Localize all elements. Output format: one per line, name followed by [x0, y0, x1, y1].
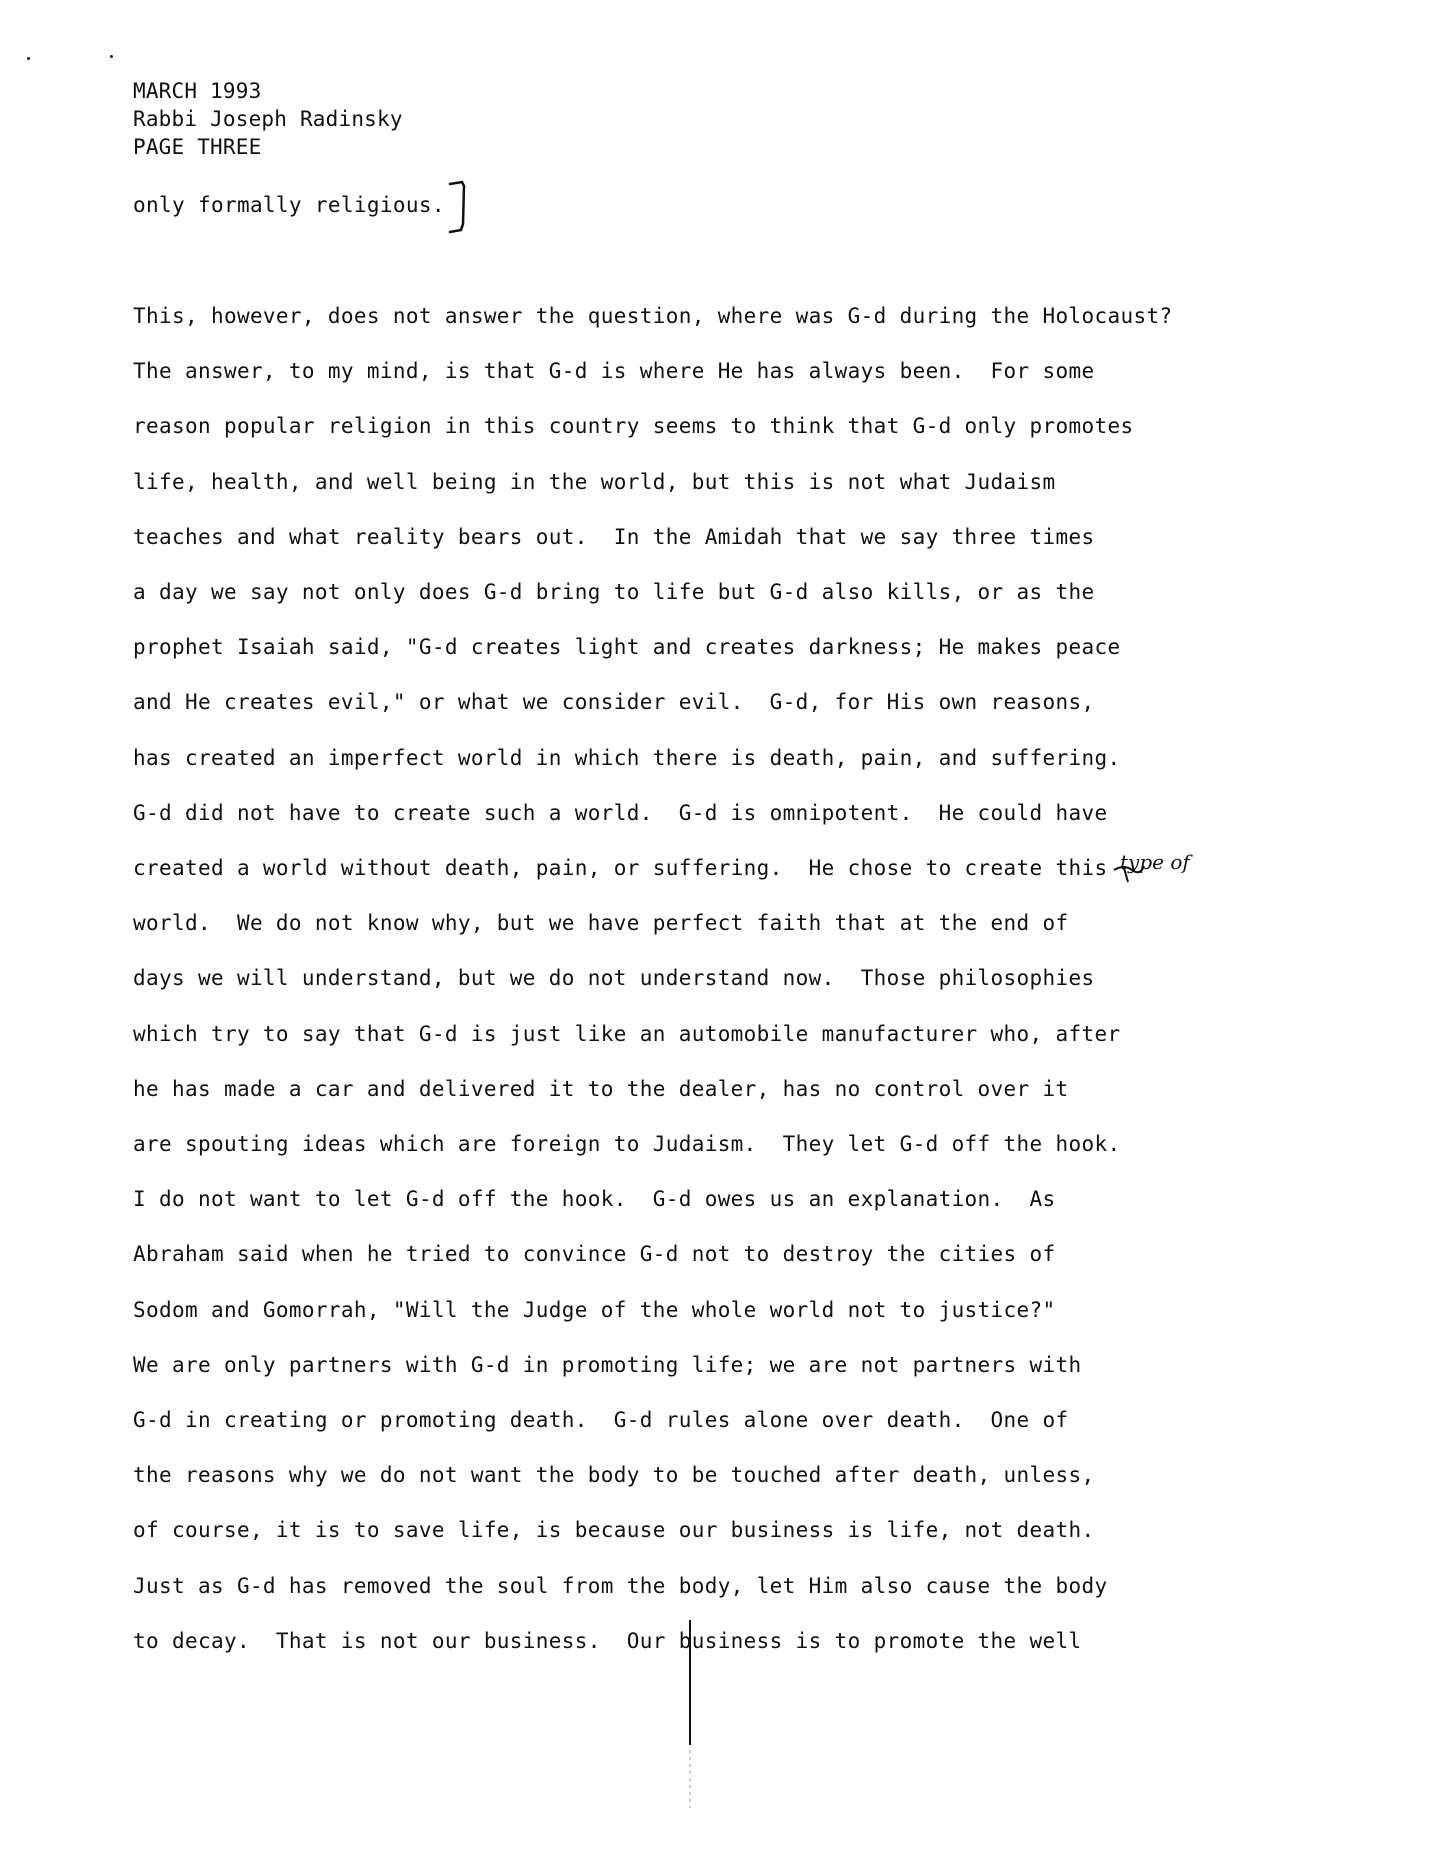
body-line: The answer, to my mind, is that G-d is where He has always been. For some: [133, 359, 1095, 383]
body-line: to decay. That is not our business. Our business is to promote the well: [133, 1629, 1082, 1653]
body-line: has created an imperfect world in which there is death, pain, and suffering.: [133, 746, 1121, 770]
body-line: are spouting ideas which are foreign to Judaism. They let G-d off the hook.: [133, 1132, 1121, 1156]
scan-speck: [27, 57, 30, 60]
body-line: Abraham said when he tried to convince G-d not to destroy the cities of: [133, 1242, 1056, 1266]
body-line: This, however, does not answer the question, where was G-d during the Holocaust?: [133, 304, 1173, 328]
body-line: the reasons why we do not want the body to be touched after death, unless,: [133, 1463, 1095, 1487]
scan-speck: [110, 55, 113, 58]
body-line: prophet Isaiah said, "G-d creates light and creates darkness; He makes peace: [133, 635, 1121, 659]
body-line: teaches and what reality bears out. In the Amidah that we say three times: [133, 525, 1095, 549]
carryover-line: only formally religious.: [133, 193, 445, 217]
body-line: of course, it is to save life, is because our business is life, not death.: [133, 1518, 1095, 1542]
body-line: created a world without death, pain, or suffering. He chose to create this: [133, 856, 1108, 880]
body-line: G-d did not have to create such a world. G-d is omnipotent. He could have: [133, 801, 1108, 825]
body-line: a day we say not only does G-d bring to life but G-d also kills, or as the: [133, 580, 1095, 604]
body-line: life, health, and well being in the world, but this is not what Judaism: [133, 470, 1056, 494]
header-date: MARCH 1993: [133, 79, 262, 103]
body-line: he has made a car and delivered it to the dealer, has no control over it: [133, 1077, 1069, 1101]
body-line: reason popular religion in this country seems to think that G-d only promotes: [133, 414, 1134, 438]
header-page-number: PAGE THREE: [133, 135, 262, 159]
handwritten-insert: type of: [1120, 850, 1190, 874]
body-line: Sodom and Gomorrah, "Will the Judge of the whole world not to justice?": [133, 1298, 1056, 1322]
body-line: which try to say that G-d is just like an automobile manufacturer who, after: [133, 1022, 1121, 1046]
body-line: Just as G-d has removed the soul from the body, let Him also cause the body: [133, 1574, 1108, 1598]
body-line: I do not want to let G-d off the hook. G-d owes us an explanation. As: [133, 1187, 1056, 1211]
body-line: We are only partners with G-d in promoting life; we are not partners with: [133, 1353, 1082, 1377]
body-line: world. We do not know why, but we have perfect faith that at the end of: [133, 911, 1069, 935]
body-line: G-d in creating or promoting death. G-d rules alone over death. One of: [133, 1408, 1069, 1432]
handwritten-bracket-mark: [448, 180, 474, 236]
body-line: and He creates evil," or what we consider evil. G-d, for His own reasons,: [133, 690, 1095, 714]
vertical-margin-line: [688, 1620, 694, 1810]
body-line: days we will understand, but we do not understand now. Those philosophies: [133, 966, 1095, 990]
header-author: Rabbi Joseph Radinsky: [133, 107, 403, 131]
